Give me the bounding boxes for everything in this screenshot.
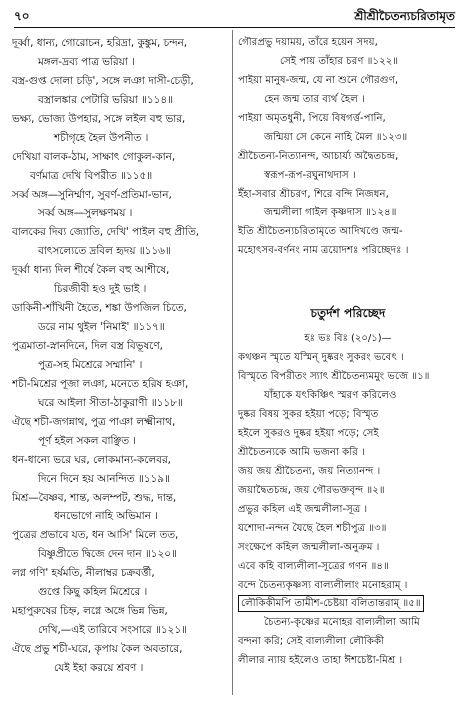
verse-line: প্রভুর কহিল এই জন্মলীলা-সূত্র ।: [238, 503, 368, 515]
verse-line: ঐছে প্রভু শচী-ঘরে, কৃপায় কৈল অবতারে,: [12, 643, 183, 655]
verse-line: চিরজীবী হও দুই ভাই ।: [54, 283, 147, 296]
verse-line: দূর্ব্বা ধান্য দিল শীর্ষে কৈল বহু আশীষে,: [12, 264, 170, 277]
chapter-colophon-line: ইতি শ্রীচৈতন্যচরিতামৃতে আদিখণ্ডে জন্ম-: [238, 226, 403, 238]
verse-line: ধন-ধান্যে ভরে ঘর, লোকমান্য-কলেবর,: [12, 453, 171, 466]
verse-line: ডরে নাম থুইল 'নিমাই' ॥১১৭॥: [38, 321, 165, 334]
verse-line: স্বরূপ-রূপ-রঘুনাথদাস ।: [264, 169, 356, 181]
verse-line: জয় জয় শ্রীচৈতন্য, জয় নিত্যানন্দ ।: [238, 465, 381, 477]
verse-line: ভক্ষ্য, ভোজ্য উপহার, সঙ্গে লইল বহু ভার,: [12, 112, 186, 125]
verse-line: জন্মলীলা গাইল কৃষ্ণদাস ॥১২৪॥: [264, 207, 397, 219]
verse-line: জয়াদ্বৈতচন্দ্র, জয় গৌরভক্তবৃন্দ ॥২॥: [238, 484, 385, 496]
verse-line: পাইয়া মানুষ-জন্ম, যে না শুনে গৌরগুণ,: [238, 74, 399, 86]
verse-line: ধনভোগে নাহি অভিমান ।: [54, 510, 158, 523]
verse-line: মহাপুরুষের চিহ্ন, লগ্নে অঙ্গে ভিন্ন ভিন্ন,: [12, 605, 168, 618]
verse-line: বাৎসল্যেতে দ্রবিল হৃদয় ॥১১৬॥: [38, 245, 171, 258]
verse-line: লগ্ন গণি' হর্ষমতি, নীলাম্বর চক্রবর্ত্তী,: [12, 567, 155, 580]
verse-line: এবে কহি বাল্যলীলা-সূত্রের গণন ॥৪॥: [238, 560, 389, 572]
right-column: [238, 34, 458, 671]
verse-line: বস্ত্র-গুপ্ত দোলা চড়ি', সঙ্গে লঞা দাসী-চেড়ী,: [12, 74, 194, 87]
translation-line: দুষ্কর বিষয় সুকর হইয়া পড়ে; বিস্মৃত: [238, 409, 379, 421]
verse-line: দেখি,—এই তারিবে সংসারে ॥১২১॥: [38, 624, 187, 637]
chapter-heading: চতুর্দশ পরিচ্ছেদ: [310, 306, 386, 321]
page-header: [14, 6, 455, 28]
verse-line: বিষ্ণুপ্রীতে দ্বিজে দেন দান ॥১২০॥: [38, 548, 177, 561]
verse-line: দূর্ব্বা, ধান্য, গোরোচন, হরিদ্রা, কুঙ্কুম, চন্দন,: [12, 37, 188, 49]
verse-line: মিশ্র—বৈষ্ণব, শান্ত, অলম্পট, শুদ্ধ, দান্ত,: [12, 491, 177, 504]
verse-line: দিনে দিনে হয় আনন্দিত ॥১১৯॥: [38, 472, 170, 485]
verse-line: পাইয়া অমৃতধুনী, পিয়ে বিষগর্ত্ত-পানি,: [238, 112, 386, 124]
verse-line: গুপ্তে কিছু কহিল মিশ্রেরে ।: [38, 586, 148, 599]
verse-line: পুত্রমাতা-স্নানদিনে, দিল বস্ত্র বিভূষণে,: [12, 340, 163, 352]
verse-line: গৌরপ্রভু দয়াময়, তাঁরে হয়েন সদয়,: [238, 37, 378, 48]
translation-line: যাঁহাকে যৎকিঞ্চিৎ স্মরণ করিলেও: [264, 390, 397, 402]
verse-line: শচী-মিশ্রের পূজা লঞা, মনেতে হরিষ হঞা,: [12, 377, 189, 390]
verse-line: ইঁহা-সবার শ্রীচরণ, শিরে বন্দি নিজধন,: [238, 188, 389, 200]
verse-line: বালকের দিব্য জ্যোতি, দেখি' পাইল বহু প্রীতি,: [12, 226, 200, 239]
verse-line: সর্ব্ব অঙ্গ—সুলক্ষণময় ।: [38, 207, 133, 220]
sanskrit-verse-line: কথঞ্চন স্মৃতে যস্মিন্ দুষ্করং সুকরং ভবেৎ ।: [238, 352, 404, 364]
sanskrit-verse-line: [238, 595, 458, 614]
sanskrit-verse-line: বন্দে চৈতন্যকৃষ্ণস্য বাল্যলীলাং মনোহরাম্ ।: [238, 579, 408, 591]
header-rule: [14, 27, 455, 28]
verse-line: যেই ইহা করয়ে শ্রবণ ।: [54, 661, 144, 674]
translation-line: লীলার ন্যায় হইলেও তাহা ঈশচেষ্টা-মিশ্র ।: [238, 655, 403, 667]
verse-line: শচীগৃহে হৈল উপনীত ।: [54, 131, 149, 144]
verse-line: ডাকিনী-শাঁখিনী হৈতে, শঙ্কা উপজিল চিতে,: [12, 302, 187, 315]
verse-line: ঘরে আইলা সীতা-ঠাকুরাণী ॥১১৮॥: [38, 396, 183, 409]
page-number: ৭০: [14, 9, 30, 23]
verse-line: বর্ণমাত্র দেখি বিপরীত ॥১১৫॥: [30, 169, 153, 182]
verse-line: মঙ্গল-দ্রব্য পাত্র ভরিয়া ।: [38, 55, 135, 68]
translation-line: শ্রীচৈতন্যকে আমি ভজনা করি ।: [238, 446, 365, 458]
translation-line: চৈতন্য-কৃষ্ণের মনোহর বাল্যলীলা আমি: [264, 617, 420, 629]
verse-line: জন্মিয়া সে কেনে নাহি মৈল ॥১২৩॥: [264, 131, 408, 143]
verse-line: সংক্ষেপে কহিল জন্মলীলা-অনুক্রম ।: [238, 541, 380, 553]
verse-reference: হঃ ভঃ বিঃ (২০/১)—: [304, 333, 392, 345]
verse-line: বস্ত্রালঙ্কার পেটারি ভরিয়া ॥১১৪॥: [38, 93, 174, 106]
book-title: শ্রীশ্রীচৈতন্যচরিতামৃত: [354, 9, 455, 23]
column-separator: [232, 30, 233, 695]
chapter-colophon-line: মহোৎসব-বর্ণনং নাম ত্রয়োদশঃ পরিচ্ছেদঃ ।: [238, 245, 409, 257]
verse-line: সর্ব্ব অঙ্গ—সুনির্ম্মাণ, সুবর্ণ-প্রতিমা-ভান,: [12, 188, 172, 201]
boxed-verse-text: লৌকিকীমপি তামীশ-চেষ্টয়া বলিতান্তরাম্ ॥৫॥: [238, 595, 424, 612]
verse-line: শ্রীচৈতন্য-নিত্যানন্দ, আচার্য্য অদ্বৈতচন্দ্র,: [238, 150, 399, 162]
left-column: [12, 34, 228, 678]
verse-line: পূর্ণ হইল সকল বাঞ্ছিত ।: [38, 434, 137, 447]
translation-line: বন্দনা করি; সেই বাল্যলীলা লৌকিকী: [238, 636, 385, 648]
translation-line: হইলে সুকরও দুষ্কর হইয়া পড়ে; সেই: [238, 428, 379, 439]
verse-line: ঐছে শচী-জগন্নাথ, পুত্র পাঞা লক্ষ্মীনাথ,: [12, 415, 176, 428]
sanskrit-verse-line: বিস্মৃতে বিপরীতং স্যাৎ শ্রীচৈতন্যমমুং ভজে ॥১॥: [238, 371, 430, 383]
verse-line: পুত্রের প্রভাবে যত, ধন আসি' মিলে তত,: [12, 529, 179, 542]
verse-line: সেই পায় তাঁহার চরণ ॥১২২॥: [280, 55, 399, 67]
verse-line: যশোদা-নন্দন যৈছে হৈল শচীপুত্র ॥৩॥: [238, 522, 387, 534]
verse-line: পুত্র-সহ মিশ্রেরে সম্মানি' ।: [38, 358, 143, 371]
verse-line: হেন জন্ম তার ব্যর্থ হৈল ।: [264, 93, 365, 105]
verse-line: দেখিয়া বালক-ঠাম, সাক্ষাৎ গোকুল-কান,: [12, 150, 176, 163]
